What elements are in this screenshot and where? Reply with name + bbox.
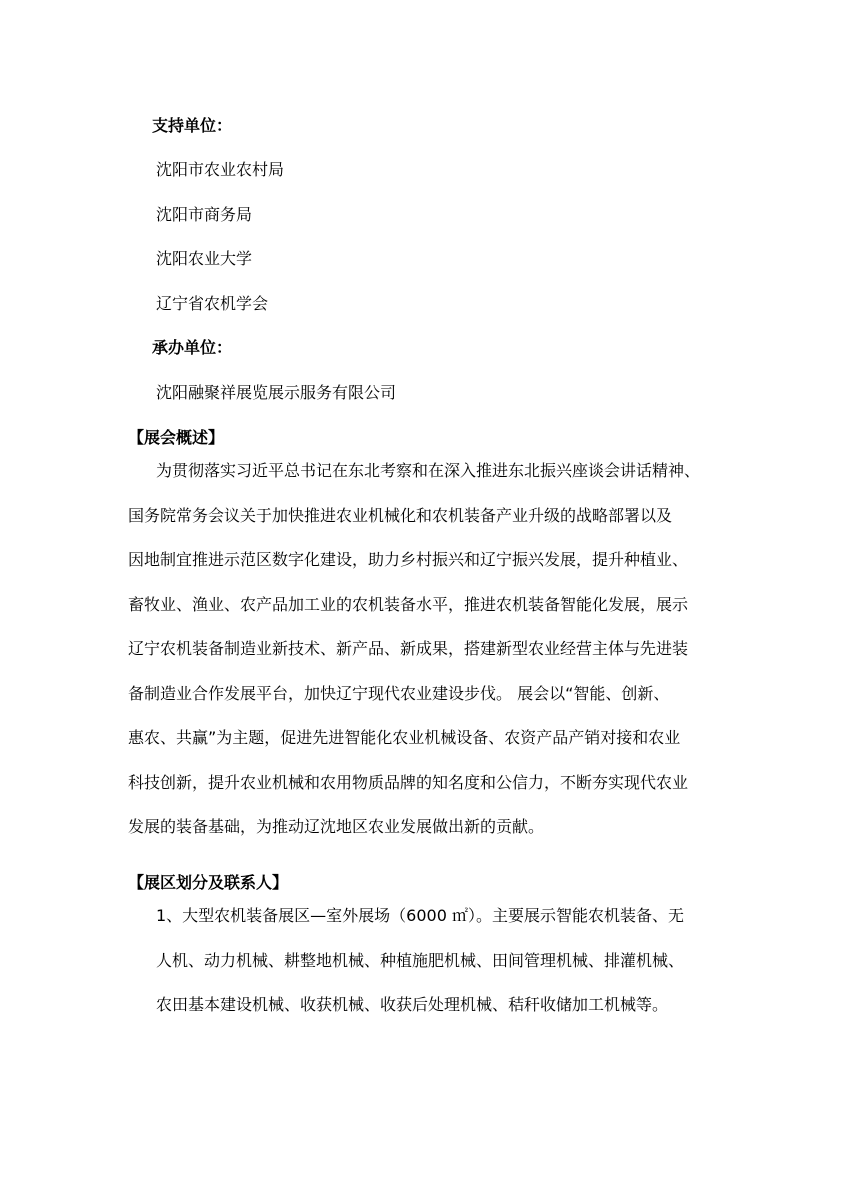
support-item: 沈阳市农业农村局 <box>156 160 285 179</box>
overview-line: 发展的装备基础，为推动辽沈地区农业发展做出新的贡献。 <box>128 817 545 836</box>
overview-heading: 【展会概述】 <box>128 428 225 447</box>
zones-line: 农田基本建设机械、收获机械、收获后处理机械、秸秆收储加工机械等。 <box>156 995 669 1014</box>
overview-line: 因地制宜推进示范区数字化建设，助力乡村振兴和辽宁振兴发展，提升种植业、 <box>128 550 689 569</box>
zones-paragraph <box>128 894 684 1028</box>
zones-heading: 【展区划分及联系人】 <box>128 873 289 892</box>
overview-line: 科技创新，提升农业机械和农用物质品牌的知名度和公信力，不断夯实现代农业 <box>128 772 689 792</box>
overview-line: 惠农、共赢”为主题，促进先进智能化农业机械设备、农资产品产销对接和农业 <box>128 728 681 747</box>
overview-line: 辽宁农机装备制造业新技术、新产品、新成果，搭建新型农业经营主体与先进装 <box>128 639 689 658</box>
organizer-heading: 承办单位： <box>152 338 233 357</box>
overview-paragraph <box>128 449 700 850</box>
zones-line: 1、大型农机装备展区—室外展场（6000 ㎡）。主要展示智能农机装备、无 <box>156 906 684 925</box>
zones-line: 人机、动力机械、耕整地机械、种植施肥机械、田间管理机械、排灌机械、 <box>156 950 685 970</box>
overview-line: 备制造业合作发展平台，加快辽宁现代农业建设步伐。 展会以“智能、创新、 <box>128 683 670 703</box>
overview-line: 为贯彻落实习近平总书记在东北考察和在深入推进东北振兴座谈会讲话精神、 <box>156 461 701 480</box>
support-item: 沈阳市商务局 <box>156 205 253 224</box>
overview-line: 畜牧业、渔业、农产品加工业的农机装备水平，推进农机装备智能化发展，展示 <box>128 594 689 614</box>
support-item: 沈阳农业大学 <box>156 249 253 268</box>
support-item: 辽宁省农机学会 <box>156 294 269 313</box>
organizer-item: 沈阳融聚祥展览展示服务有限公司 <box>156 383 397 402</box>
overview-line: 国务院常务会议关于加快推进农业机械化和农机装备产业升级的战略部署以及 <box>128 505 673 525</box>
support-heading: 支持单位： <box>152 116 233 135</box>
